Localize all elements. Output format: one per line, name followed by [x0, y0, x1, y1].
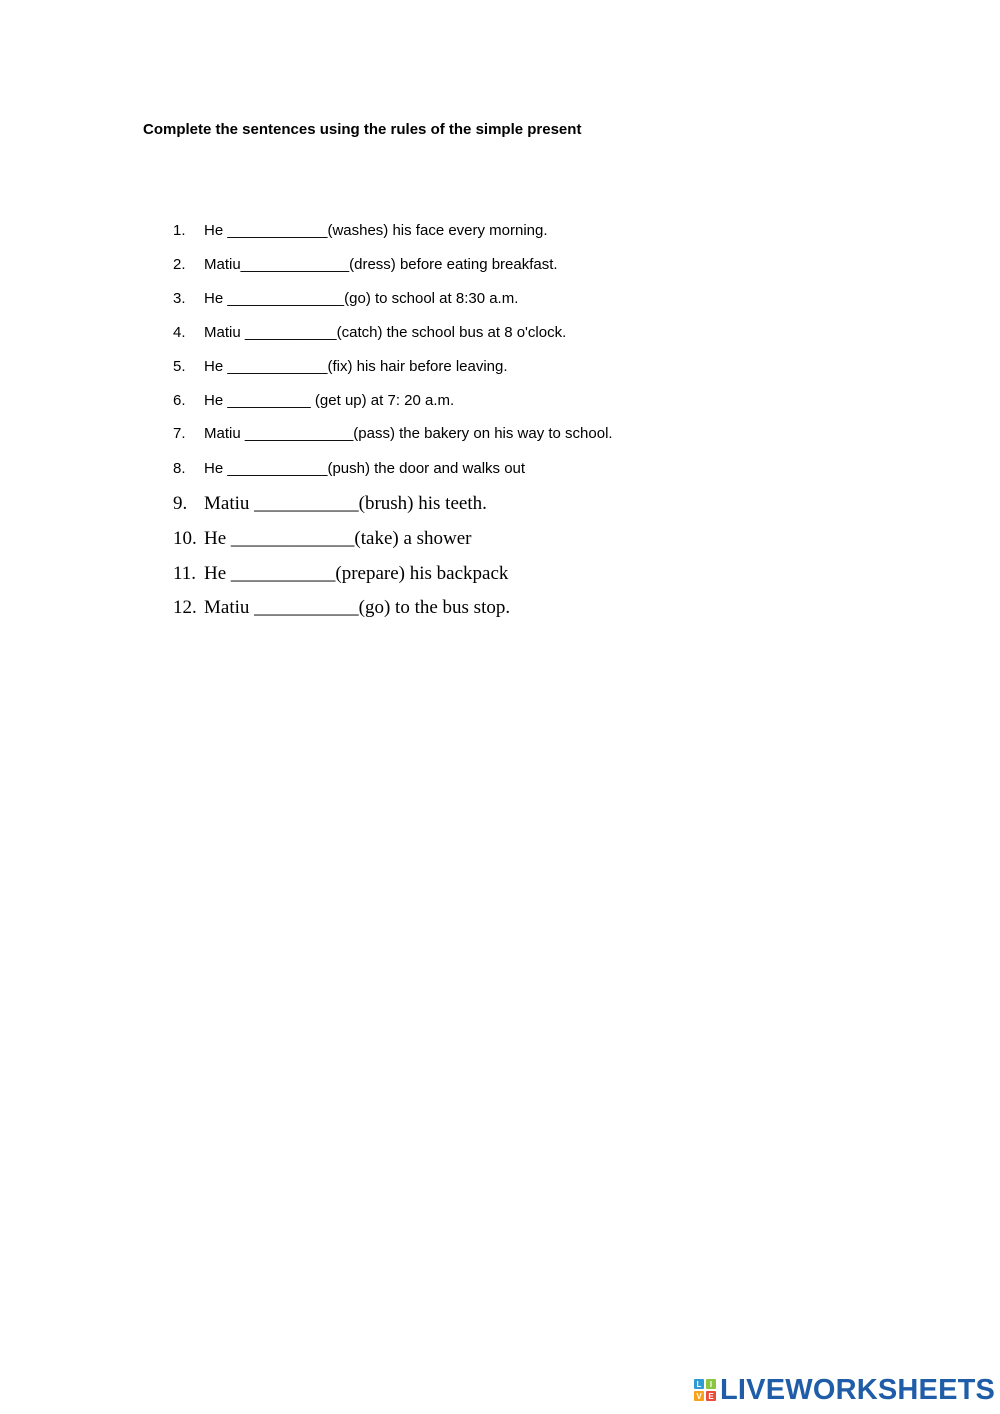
item-number: 6.: [173, 392, 186, 409]
liveworksheets-logo: [694, 1374, 995, 1406]
item-sentence: He ___________(prepare) his backpack: [204, 563, 509, 584]
item-sentence: He ____________(washes) his face every morning.: [204, 222, 548, 239]
item-sentence: He ____________(fix) his hair before leaving.: [204, 358, 508, 375]
logo-mark-tile: V: [694, 1391, 704, 1401]
item-number: 2.: [173, 256, 186, 273]
item-sentence: Matiu ___________(brush) his teeth.: [204, 493, 487, 514]
item-number: 11.: [173, 563, 197, 584]
item-sentence: Matiu ___________(catch) the school bus at 8 o'clock.: [204, 324, 567, 341]
logo-mark-tile: I: [706, 1379, 716, 1389]
item-number: 8.: [173, 460, 186, 477]
item-sentence: He ____________(push) the door and walks out: [204, 460, 526, 477]
item-number: 10.: [173, 528, 197, 549]
item-sentence: Matiu_____________(dress) before eating breakfast.: [204, 256, 558, 273]
item-number: 4.: [173, 324, 186, 341]
item-number: 5.: [173, 358, 186, 375]
logo-mark-tile: L: [694, 1379, 704, 1389]
exercise-list: [0, 0, 1000, 700]
liveworksheets-logo-icon: [694, 1379, 716, 1401]
item-number: 9.: [173, 493, 188, 514]
logo-wordmark: LIVEWORKSHEETS: [720, 1373, 996, 1406]
item-sentence: Matiu _____________(pass) the bakery on his way to school.: [204, 425, 613, 442]
item-sentence: He _____________(take) a shower: [204, 528, 472, 549]
item-number: 12.: [173, 597, 197, 618]
item-sentence: Matiu ___________(go) to the bus stop.: [204, 597, 511, 618]
item-number: 3.: [173, 290, 186, 307]
logo-mark-tile: E: [706, 1391, 716, 1401]
item-number: 7.: [173, 425, 186, 442]
item-sentence: He __________ (get up) at 7: 20 a.m.: [204, 392, 455, 409]
item-sentence: He ______________(go) to school at 8:30 a.m.: [204, 290, 519, 307]
worksheet-title: Complete the sentences using the rules of the simple present: [143, 121, 582, 138]
item-number: 1.: [173, 222, 186, 239]
